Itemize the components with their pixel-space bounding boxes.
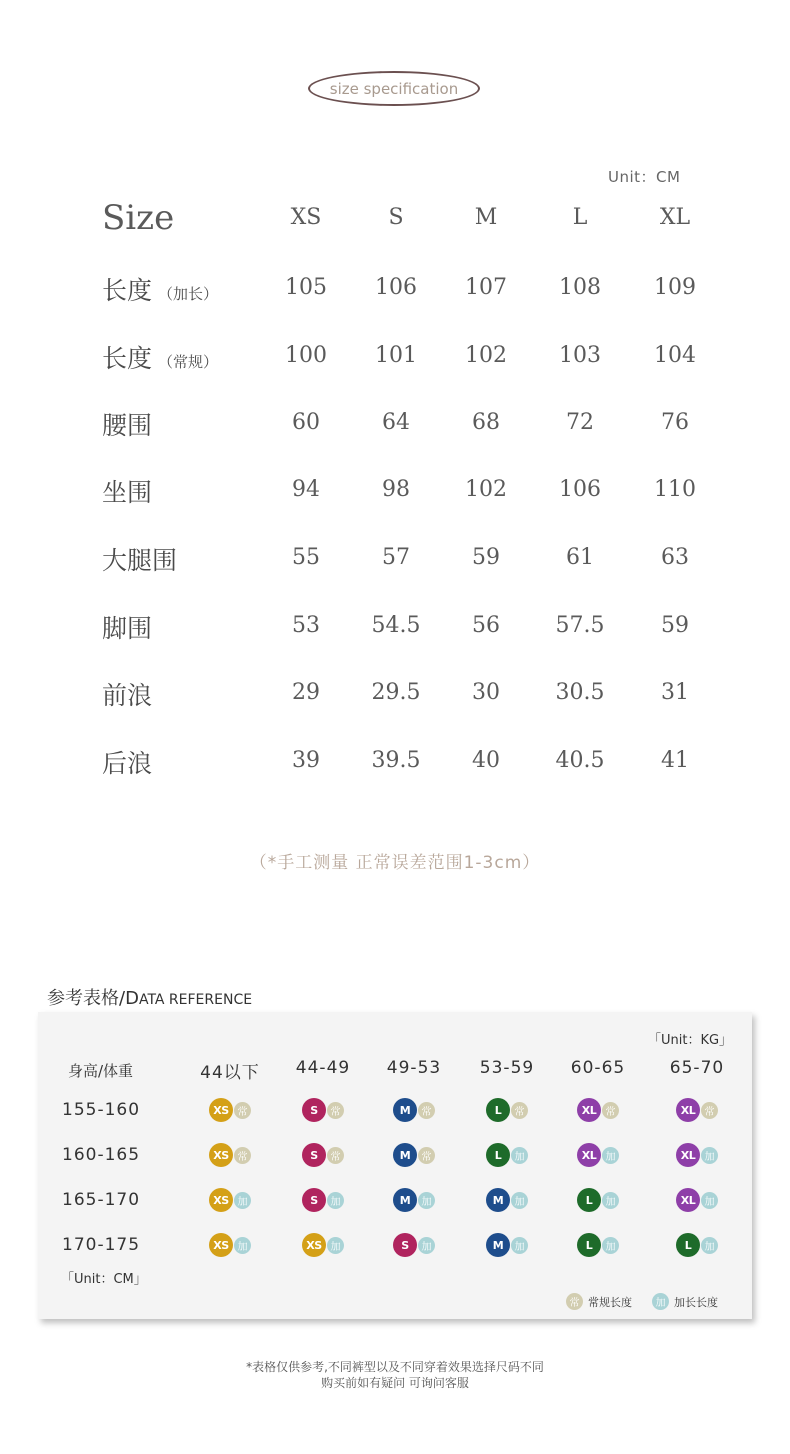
length-badge: 常	[701, 1102, 718, 1119]
size-table-cell: 30.5	[555, 680, 605, 705]
size-table-cell: 110	[654, 477, 696, 502]
size-table-cell: 102	[465, 477, 507, 502]
size-table-cell: 68	[472, 410, 500, 435]
size-recommendation	[209, 1098, 251, 1122]
length-badge: 加	[602, 1192, 619, 1209]
weight-column-header: 44-49	[295, 1058, 351, 1078]
size-table-cell: 54.5	[371, 613, 421, 638]
length-badge: 加	[511, 1192, 528, 1209]
footer-note-1: *表格仅供参考,不同裤型以及不同穿着效果选择尺码不同	[246, 1360, 544, 1374]
size-row-label	[102, 271, 218, 307]
size-recommendation	[302, 1233, 344, 1257]
size-table-cell: 103	[559, 343, 601, 368]
size-table-cell: 60	[292, 410, 320, 435]
size-row-label	[102, 473, 152, 509]
size-table-cell: 101	[375, 343, 417, 368]
size-table-cell: 104	[654, 343, 696, 368]
size-column-header: L	[572, 205, 588, 230]
size-row-label-main: 长度	[102, 344, 153, 373]
size-recommendation	[302, 1188, 344, 1212]
size-table-cell: 39	[292, 748, 320, 773]
title-oval	[308, 71, 480, 106]
size-row-label	[102, 406, 152, 442]
length-badge: 加	[234, 1237, 251, 1254]
size-recommendation	[577, 1233, 619, 1257]
size-table-cell: 40.5	[555, 748, 605, 773]
weight-column-header: 44以下	[200, 1063, 260, 1083]
size-recommendation	[676, 1233, 718, 1257]
weight-column-header: 49-53	[386, 1058, 442, 1078]
size-row-label	[102, 541, 177, 577]
size-table-cell: 76	[661, 410, 689, 435]
size-row-label-sub: （加长）	[158, 285, 219, 303]
size-table-cell: 64	[382, 410, 410, 435]
legend-regular-text: 常规长度	[588, 1295, 632, 1309]
long-length-icon: 加	[652, 1293, 669, 1310]
size-recommendation	[486, 1098, 528, 1122]
height-row-label: 170-175	[62, 1235, 141, 1255]
size-badge: S	[393, 1233, 417, 1257]
size-row-label-main: 坐围	[102, 478, 153, 507]
size-row-label-main: 前浪	[102, 681, 153, 710]
legend-regular	[566, 1293, 632, 1310]
length-badge: 加	[511, 1147, 528, 1164]
size-badge: XL	[676, 1188, 700, 1212]
size-recommendation	[302, 1098, 344, 1122]
page-title: size specification	[329, 79, 459, 98]
size-recommendation	[676, 1143, 718, 1167]
reference-title-en-big: D	[125, 988, 139, 1009]
regular-length-icon: 常	[566, 1293, 583, 1310]
size-badge: XS	[209, 1098, 233, 1122]
size-badge: L	[486, 1098, 510, 1122]
size-column-header: S	[388, 205, 404, 230]
length-badge: 加	[602, 1147, 619, 1164]
measure-note: （*手工测量 正常误差范围1-3cm）	[249, 853, 541, 873]
length-badge: 加	[701, 1237, 718, 1254]
size-recommendation	[209, 1143, 251, 1167]
reference-title	[47, 984, 252, 1010]
size-badge: XL	[676, 1098, 700, 1122]
size-table-cell: 98	[382, 477, 410, 502]
size-badge: XS	[302, 1233, 326, 1257]
size-badge: XL	[577, 1143, 601, 1167]
size-badge: M	[393, 1188, 417, 1212]
length-badge: 常	[602, 1102, 619, 1119]
height-row-label: 155-160	[62, 1100, 141, 1120]
length-badge: 常	[511, 1102, 528, 1119]
size-recommendation	[577, 1188, 619, 1212]
length-badge: 常	[418, 1147, 435, 1164]
length-badge: 常	[234, 1147, 251, 1164]
length-badge: 加	[418, 1237, 435, 1254]
size-badge: L	[676, 1233, 700, 1257]
size-column-header: XS	[290, 205, 322, 230]
size-table-cell: 57.5	[555, 613, 605, 638]
size-table-cell: 102	[465, 343, 507, 368]
size-table-cell: 29.5	[371, 680, 421, 705]
weight-column-header: 60-65	[570, 1058, 626, 1078]
length-badge: 加	[602, 1237, 619, 1254]
size-row-label-main: 大腿围	[102, 546, 178, 575]
footer-note-2: 购买前如有疑问 可询问客服	[321, 1376, 469, 1390]
size-column-header: XL	[659, 205, 691, 230]
size-recommendation	[209, 1233, 251, 1257]
legend-long	[652, 1293, 718, 1310]
size-recommendation	[393, 1143, 435, 1167]
size-table-cell: 109	[654, 275, 696, 300]
size-badge: L	[577, 1188, 601, 1212]
size-badge: XL	[676, 1143, 700, 1167]
size-recommendation	[676, 1188, 718, 1212]
reference-title-en-small: ATA REFERENCE	[138, 992, 253, 1008]
length-badge: 加	[511, 1237, 528, 1254]
weight-column-header: 53-59	[479, 1058, 535, 1078]
size-table-cell: 106	[559, 477, 601, 502]
length-badge: 加	[234, 1192, 251, 1209]
size-table-cell: 108	[559, 275, 601, 300]
length-badge: 常	[327, 1147, 344, 1164]
size-recommendation	[302, 1143, 344, 1167]
size-row-label-main: 后浪	[102, 749, 153, 778]
size-recommendation	[486, 1143, 528, 1167]
size-row-label-main: 长度	[102, 276, 153, 305]
size-row-label-main: 脚围	[102, 614, 153, 643]
size-badge: XL	[577, 1098, 601, 1122]
size-badge: XS	[209, 1188, 233, 1212]
size-table-cell: 105	[285, 275, 327, 300]
size-table-cell: 59	[661, 613, 689, 638]
length-badge: 常	[327, 1102, 344, 1119]
size-recommendation	[577, 1143, 619, 1167]
size-table-cell: 100	[285, 343, 327, 368]
size-table-cell: 107	[465, 275, 507, 300]
size-table-cell: 63	[661, 545, 689, 570]
size-table-cell: 31	[661, 680, 689, 705]
reference-title-cn: 参考表格/	[47, 988, 126, 1009]
size-table-cell: 41	[661, 748, 689, 773]
size-table-cell: 40	[472, 748, 500, 773]
reference-unit-cm: 「Unit：CM」	[61, 1272, 147, 1287]
height-row-label: 165-170	[62, 1190, 141, 1210]
size-table-cell: 53	[292, 613, 320, 638]
size-table-cell: 56	[472, 613, 500, 638]
size-header: Size	[102, 198, 175, 238]
size-row-label	[102, 744, 152, 780]
length-badge: 加	[327, 1237, 344, 1254]
size-table-cell: 30	[472, 680, 500, 705]
size-recommendation	[393, 1233, 435, 1257]
height-row-label: 160-165	[62, 1145, 141, 1165]
size-recommendation	[486, 1233, 528, 1257]
size-table-cell: 57	[382, 545, 410, 570]
size-table-cell: 94	[292, 477, 320, 502]
size-table-cell: 29	[292, 680, 320, 705]
size-badge: M	[486, 1188, 510, 1212]
size-badge: S	[302, 1188, 326, 1212]
size-table-cell: 61	[566, 545, 594, 570]
size-row-label-sub: （常规）	[158, 353, 219, 371]
size-badge: M	[486, 1233, 510, 1257]
weight-column-header: 65-70	[669, 1058, 725, 1078]
size-table-cell: 55	[292, 545, 320, 570]
size-badge: S	[302, 1098, 326, 1122]
size-table-cell: 39.5	[371, 748, 421, 773]
length-badge: 常	[418, 1102, 435, 1119]
size-badge: L	[577, 1233, 601, 1257]
reference-corner-label: 身高/体重	[68, 1062, 134, 1080]
size-row-label-main: 腰围	[102, 411, 153, 440]
size-badge: M	[393, 1143, 417, 1167]
size-row-label	[102, 609, 152, 645]
length-badge: 加	[701, 1192, 718, 1209]
size-recommendation	[577, 1098, 619, 1122]
size-badge: M	[393, 1098, 417, 1122]
size-recommendation	[676, 1098, 718, 1122]
size-badge: S	[302, 1143, 326, 1167]
size-table-cell: 72	[566, 410, 594, 435]
size-recommendation	[393, 1098, 435, 1122]
legend-long-text: 加长长度	[674, 1295, 718, 1309]
size-table-cell: 59	[472, 545, 500, 570]
length-badge: 加	[327, 1192, 344, 1209]
reference-unit-kg: 「Unit：KG」	[648, 1033, 733, 1048]
size-recommendation	[486, 1188, 528, 1212]
size-row-label	[102, 676, 152, 712]
length-badge: 加	[701, 1147, 718, 1164]
unit-label-top: Unit：CM	[608, 168, 681, 186]
length-badge: 加	[418, 1192, 435, 1209]
size-badge: XS	[209, 1233, 233, 1257]
size-badge: L	[486, 1143, 510, 1167]
size-row-label	[102, 339, 218, 375]
size-column-header: M	[474, 205, 498, 230]
size-recommendation	[209, 1188, 251, 1212]
size-badge: XS	[209, 1143, 233, 1167]
size-table-cell: 106	[375, 275, 417, 300]
size-recommendation	[393, 1188, 435, 1212]
length-badge: 常	[234, 1102, 251, 1119]
